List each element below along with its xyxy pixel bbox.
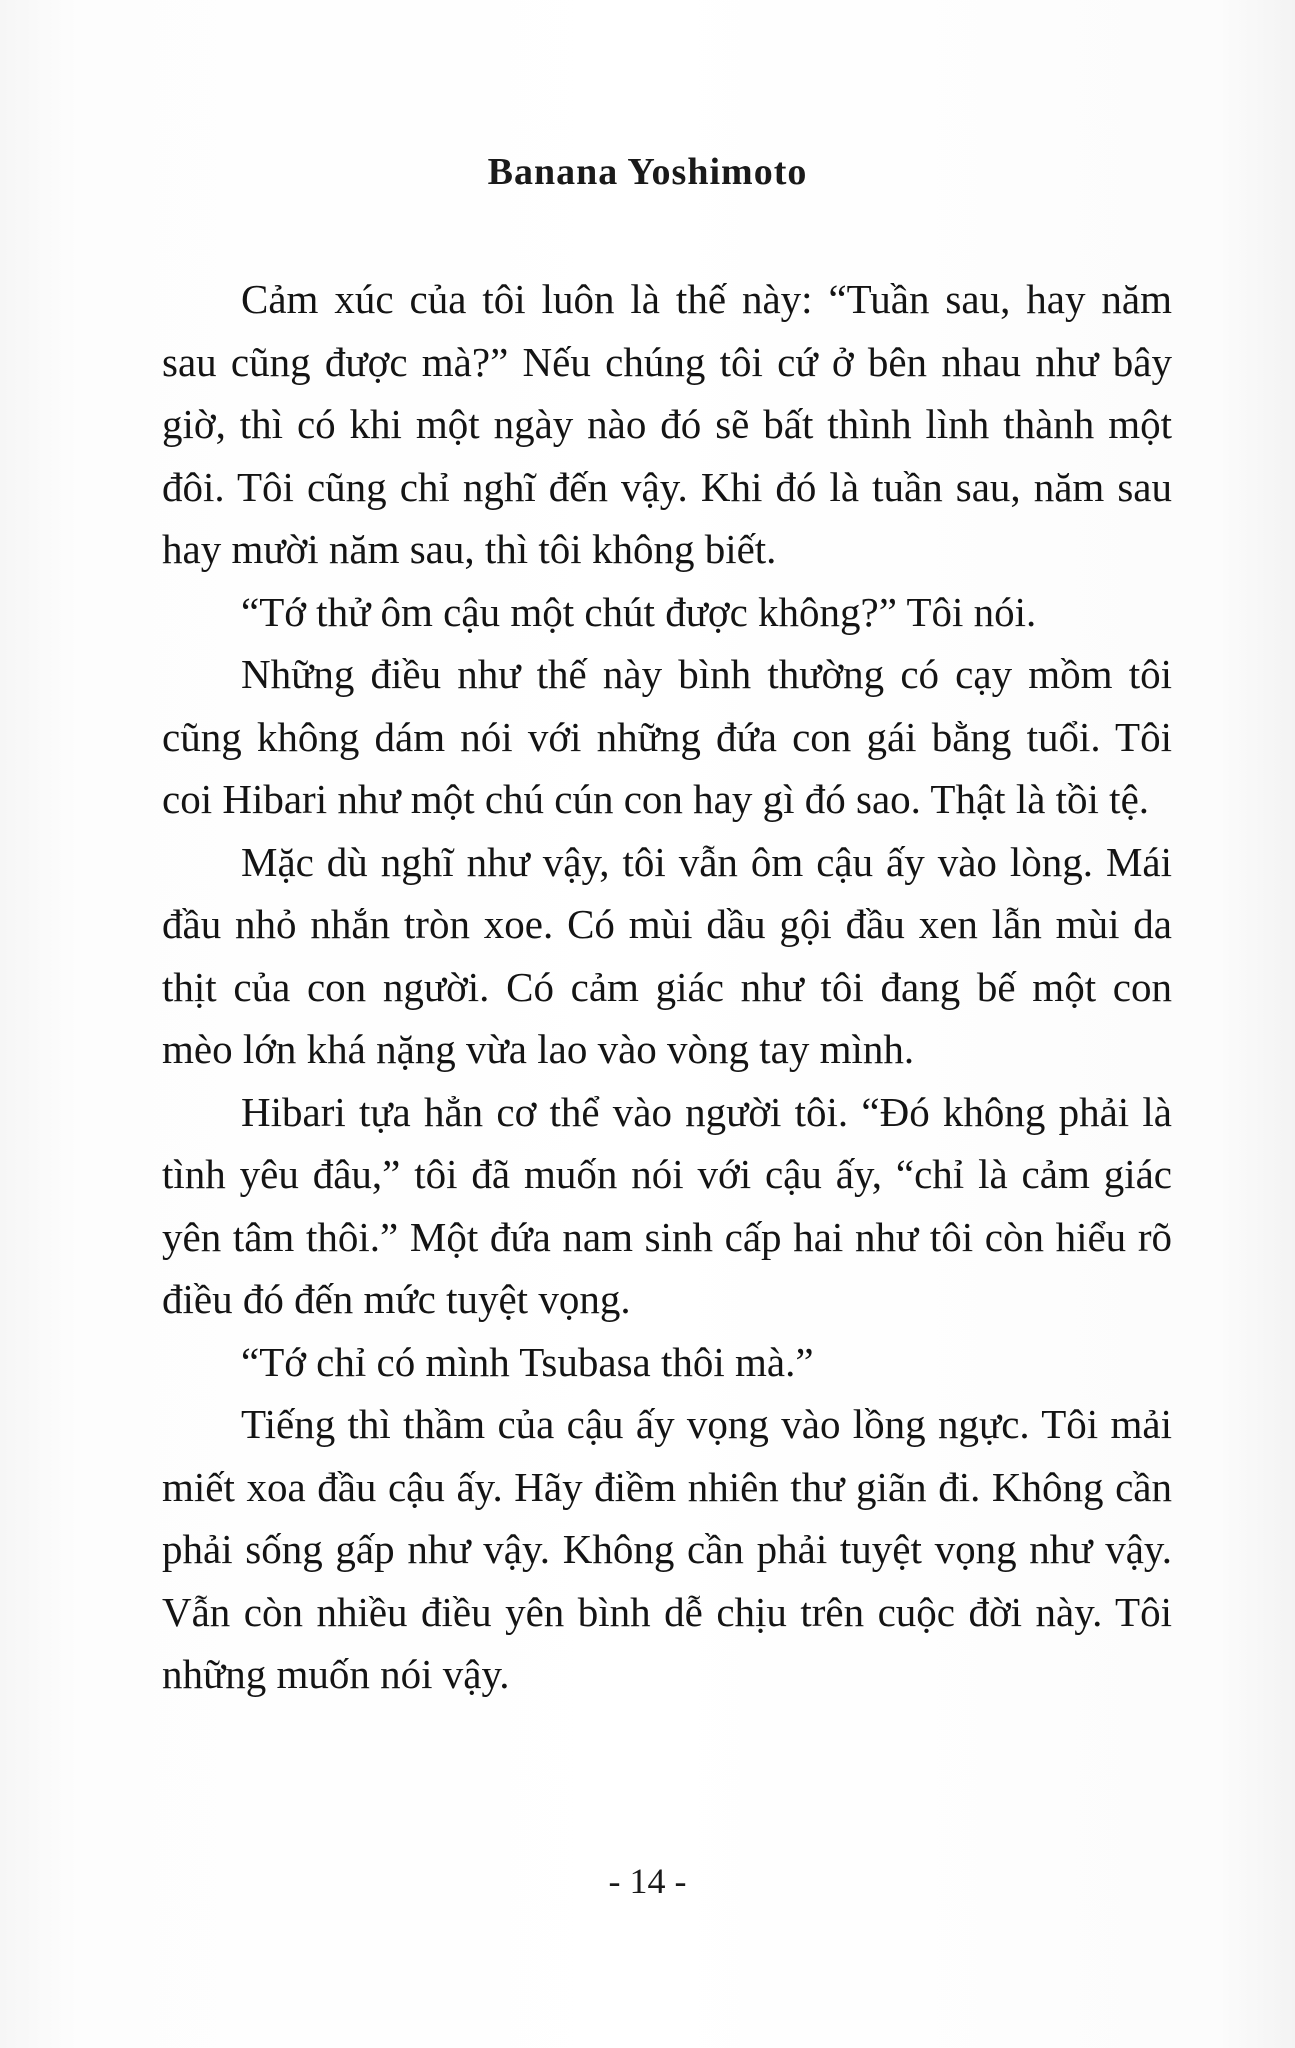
paragraph: “Tớ thử ôm cậu một chút được không?” Tôi nói. bbox=[241, 588, 1037, 635]
paragraph: Tiếng thì thầm của cậu ấy vọng vào lồng ngực. Tôi mải miết xoa đầu cậu ấy. Hãy điềm nhiên thư giãn đi. Không cần phải sống gấp như vậy. Không cần phải tuyệt vọng như vậy. Vẫn còn nhiều điều yên bình dễ chịu trên cuộc đời này. Tôi những muốn nói vậy. bbox=[162, 1401, 1172, 1697]
paragraph: Cảm xúc của tôi luôn là thế này: “Tuần sau, hay năm sau cũng được mà?” Nếu chúng tôi cứ ở bên nhau như bây giờ, thì có khi một ngày nào đó sẽ bất thình lình thành một đôi. Tôi cũng chỉ nghĩ đến vậy. Khi đó là tuần sau, năm sau hay mười năm sau, thì tôi không biết. bbox=[162, 276, 1172, 572]
paragraph: Những điều như thế này bình thường có cạy mồm tôi cũng không dám nói với những đứa con gái bằng tuổi. Tôi coi Hibari như một chú cún con hay gì đó sao. Thật là tồi tệ. bbox=[162, 651, 1172, 822]
page-number: - 14 - bbox=[608, 1861, 687, 1901]
body-text bbox=[162, 268, 1172, 1706]
paragraph: Hibari tựa hẳn cơ thể vào người tôi. “Đó không phải là tình yêu đâu,” tôi đã muốn nói với cậu ấy, “chỉ là cảm giác yên tâm thôi.” Một đứa nam sinh cấp hai như tôi còn hiểu rõ điều đó đến mức tuyệt vọng. bbox=[162, 1088, 1172, 1322]
running-header: Banana Yoshimoto bbox=[487, 151, 808, 193]
paragraph: Mặc dù nghĩ như vậy, tôi vẫn ôm cậu ấy vào lòng. Mái đầu nhỏ nhắn tròn xoe. Có mùi dầu gội đầu xen lẫn mùi da thịt của con người. Có cảm giác như tôi đang bế một con mèo lớn khá nặng vừa lao vào vòng tay mình. bbox=[162, 838, 1172, 1072]
paragraph: “Tớ chỉ có mình Tsubasa thôi mà.” bbox=[241, 1338, 814, 1385]
